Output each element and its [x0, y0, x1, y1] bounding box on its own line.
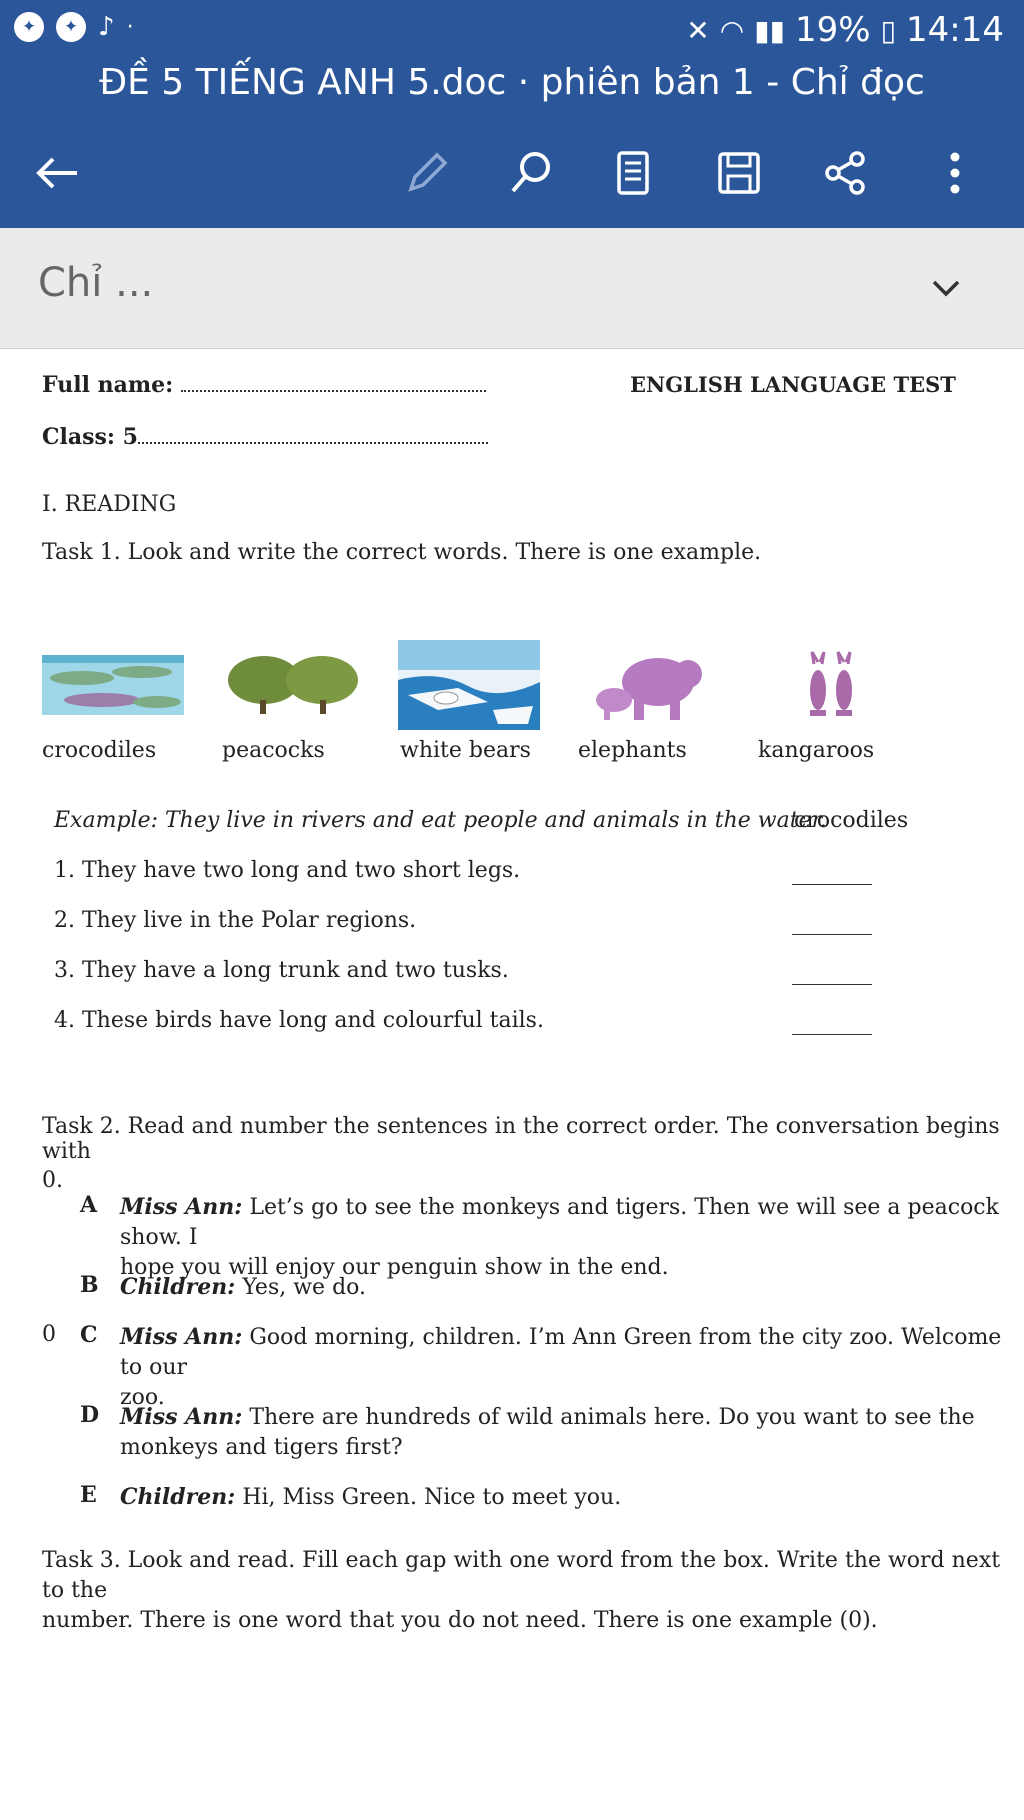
- task2-title: [42, 1114, 1012, 1193]
- picture-label: white bears: [400, 738, 531, 763]
- example-answer: crocodiles: [794, 808, 909, 833]
- app-bar: [0, 0, 1024, 228]
- wifi-icon: ◠: [719, 13, 745, 47]
- pencil-icon: [403, 149, 451, 197]
- item-letter: A: [80, 1192, 98, 1218]
- line-text: Yes, we do.: [242, 1275, 366, 1300]
- document-page: [0, 350, 1024, 1820]
- messenger-icon: ✦: [14, 12, 44, 42]
- answer-blank: [792, 984, 872, 985]
- task2-title-line: Task 2. Read and number the sentences in the correct order. The conversation begins with: [42, 1114, 1000, 1164]
- test-title: ENGLISH LANGUAGE TEST: [630, 372, 956, 397]
- item-letter: E: [80, 1482, 97, 1508]
- question: 2. They live in the Polar regions.: [54, 908, 417, 933]
- kangaroos-picture: [760, 640, 902, 730]
- answer-blank: [792, 884, 872, 885]
- task3-title-line: number. There is one word that you do not need. There is one example (0).: [42, 1608, 878, 1633]
- search-icon: [507, 149, 555, 197]
- dot-icon: ·: [126, 14, 134, 40]
- dialogue-line: [120, 1482, 1020, 1513]
- save-button[interactable]: [704, 138, 774, 208]
- section-heading: I. READING: [42, 492, 177, 517]
- class-label: Class: 5: [42, 424, 138, 450]
- picture-label: crocodiles: [42, 738, 157, 763]
- line-text: Good morning, children. I’m Ann Green from the city zoo. Welcome to our: [120, 1325, 1002, 1380]
- back-button[interactable]: [22, 138, 92, 208]
- line-text: There are hundreds of wild animals here. Do you want to see the: [249, 1405, 975, 1430]
- task3-title: [42, 1546, 1017, 1636]
- class-blank: [138, 442, 488, 444]
- elephants-picture: [578, 640, 720, 730]
- status-bar: [0, 0, 1024, 60]
- line-text: hope you will enjoy our penguin show in the end.: [120, 1255, 669, 1280]
- mobile-view-button[interactable]: [598, 138, 668, 208]
- task3-title-line: Task 3. Look and read. Fill each gap with one word from the box. Write the word next to the: [42, 1548, 1001, 1603]
- clock: 14:14: [906, 10, 1004, 50]
- full-name-label: Full name:: [42, 372, 174, 398]
- picture-label: kangaroos: [758, 738, 875, 763]
- speaker: Children:: [120, 1484, 236, 1510]
- speaker: Miss Ann:: [120, 1404, 243, 1430]
- mobile-view-icon: [613, 149, 653, 197]
- more-options-button[interactable]: [920, 138, 990, 208]
- signal-icon: ▮▮: [754, 13, 786, 47]
- messenger-icon: ✦: [56, 12, 86, 42]
- white-bears-picture: [398, 640, 540, 730]
- full-name-blank: [181, 390, 486, 392]
- item-letter: D: [80, 1402, 100, 1428]
- example-sentence: Example: They live in rivers and eat people and animals in the water.: [54, 808, 827, 833]
- line-text: Let’s go to see the monkeys and tigers. Then we will see a peacock show. I: [120, 1195, 999, 1250]
- class-field: [42, 424, 488, 450]
- speaker: Miss Ann:: [120, 1324, 243, 1350]
- share-button[interactable]: [810, 138, 880, 208]
- line-text: Hi, Miss Green. Nice to meet you.: [242, 1485, 622, 1510]
- more-icon: [945, 149, 965, 197]
- full-name-field: [42, 372, 486, 398]
- question: 3. They have a long trunk and two tusks.: [54, 958, 509, 983]
- crocodiles-picture: [42, 640, 184, 730]
- speaker: Children:: [120, 1274, 236, 1300]
- tiktok-icon: ♪: [98, 12, 115, 42]
- answer-blank: [792, 934, 872, 935]
- peacocks-picture: [222, 640, 364, 730]
- answer-blank: [792, 1034, 872, 1035]
- item-letter: B: [80, 1272, 99, 1298]
- picture-label: peacocks: [222, 738, 325, 763]
- edit-button[interactable]: [392, 138, 462, 208]
- dialogue-line: [120, 1192, 1020, 1283]
- dialogue-line: [120, 1402, 1020, 1463]
- line-text: zoo.: [120, 1385, 165, 1410]
- chevron-down-icon[interactable]: [926, 268, 966, 308]
- battery-percent: 19%: [795, 10, 871, 50]
- task1-title: Task 1. Look and write the correct words. There is one example.: [42, 540, 762, 565]
- order-number: 0: [42, 1322, 56, 1347]
- toolbar: [0, 138, 1024, 208]
- item-letter: C: [80, 1322, 98, 1348]
- read-only-label: Chỉ ...: [38, 260, 154, 306]
- search-button[interactable]: [496, 138, 566, 208]
- speaker: Miss Ann:: [120, 1194, 243, 1220]
- mute-icon: ✕: [686, 13, 710, 47]
- share-icon: [821, 149, 869, 197]
- task2-title-line: 0.: [42, 1168, 63, 1193]
- battery-icon: ▯: [880, 13, 897, 47]
- question: 1. They have two long and two short legs.: [54, 858, 521, 883]
- dialogue-line: [120, 1322, 1020, 1413]
- save-icon: [715, 149, 763, 197]
- document-title: ĐỀ 5 TIẾNG ANH 5.doc · phiên bản 1 - Chỉ đọc: [99, 62, 925, 103]
- back-arrow-icon: [33, 153, 81, 193]
- picture-label: elephants: [578, 738, 687, 763]
- read-only-bar[interactable]: [0, 228, 1024, 349]
- dialogue-line: [120, 1272, 1020, 1303]
- line-text: monkeys and tigers first?: [120, 1435, 403, 1460]
- question: 4. These birds have long and colourful tails.: [54, 1008, 544, 1033]
